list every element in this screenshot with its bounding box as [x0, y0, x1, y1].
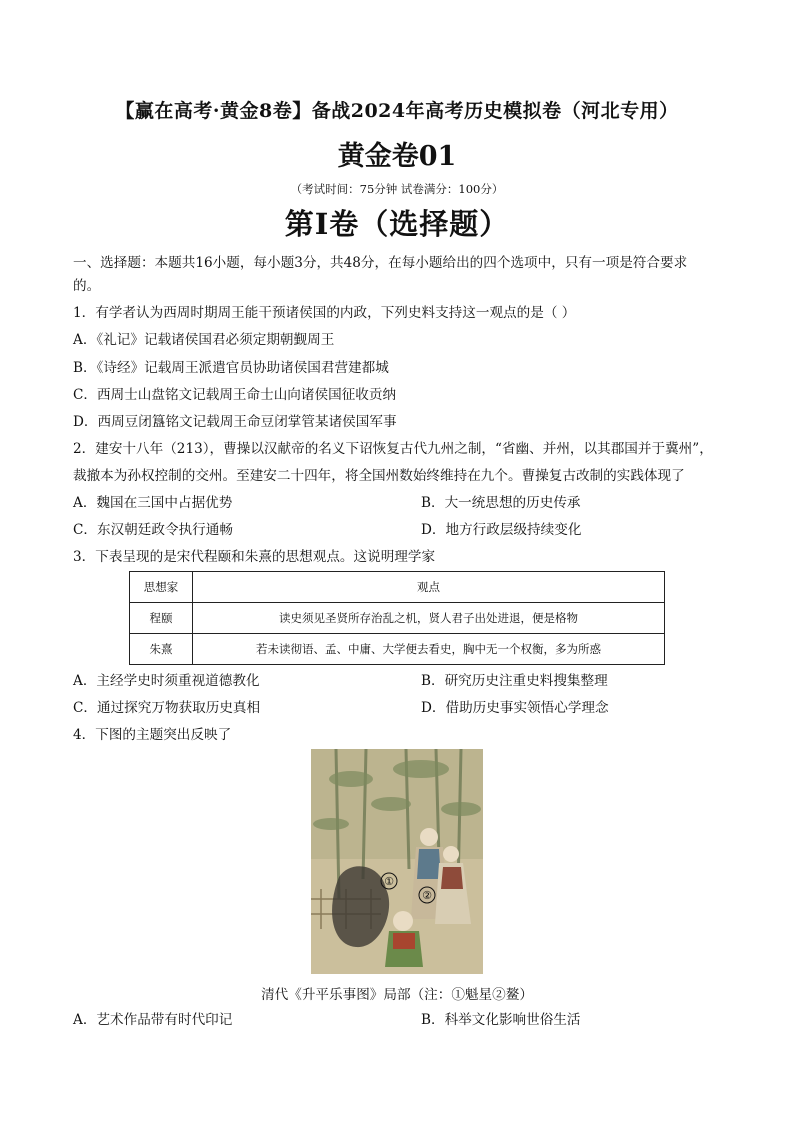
q1-option-c: C．西周士山盘铭文记载周王命士山向诸侯国征收贡纳: [73, 387, 397, 403]
q2-options-row-2: [73, 520, 733, 540]
q1-option-b: B．《诗经》记载周王派遣官员协助诸侯国君营建都城: [73, 360, 389, 376]
painting-image: [311, 749, 483, 974]
q1-option-d: D．西周豆闭簋铭文记载周王命豆闭掌管某诸侯国军事: [73, 414, 397, 430]
q1-stem: 1．有学者认为西周时期周王能干预诸侯国的内政，下列史料支持这一观点的是（ ）: [73, 305, 576, 321]
q4-option-b: B．科举文化影响世俗生活: [421, 1012, 581, 1028]
section-title: 第Ⅰ卷（选择题）: [284, 207, 510, 241]
table-cell-thinker: 程颐: [130, 603, 193, 634]
q3-option-d: D．借助历史事实领悟心学理念: [421, 700, 609, 716]
instructions-line-2: 的。: [73, 278, 101, 294]
q3-table: [129, 571, 665, 665]
q3-option-a: A．主经学史时须重视道德教化: [73, 673, 260, 689]
table-header-cell: 观点: [193, 572, 665, 603]
q2-stem-line-2: 裁撤本为孙权控制的交州。至建安二十四年，将全国州数始终维持在九个。曹操复古改制的实践体现了: [73, 468, 685, 484]
instructions-line-1: 一、选择题：本题共16小题，每小题3分，共48分，在每小题给出的四个选项中，只有一项是符合要求: [73, 255, 688, 271]
q1-option-a: A．《礼记》记载诸侯国君必须定期朝觐周王: [73, 332, 335, 348]
table-cell-thinker: 朱熹: [130, 634, 193, 665]
q3-option-c: C．通过探究万物获取历史真相: [73, 700, 261, 716]
q3-stem: 3．下表呈现的是宋代程颐和朱熹的思想观点。这说明理学家: [73, 549, 436, 565]
q2-option-a: A．魏国在三国中占据优势: [73, 495, 233, 511]
q4-option-a: A．艺术作品带有时代印记: [73, 1012, 233, 1028]
q2-option-b: B．大一统思想的历史传承: [421, 495, 581, 511]
table-cell-view: 若未读彻语、孟、中庸、大学便去看史，胸中无一个权衡，多为所惑: [193, 634, 665, 665]
q4-options-row-1: [73, 1010, 733, 1030]
table-row: [130, 603, 665, 634]
table-header-cell: 思想家: [130, 572, 193, 603]
table-cell-view: 读史须见圣贤所存治乱之机，贤人君子出处进退，便是格物: [193, 603, 665, 634]
q4-stem: 4．下图的主题突出反映了: [73, 727, 232, 743]
paper-title: 黄金卷01: [337, 141, 457, 172]
table-row: [130, 634, 665, 665]
marker-kuixing: ①: [384, 875, 394, 888]
painting-figure: [311, 749, 483, 974]
exam-meta: （考试时间：75分钟 试卷满分：100分）: [290, 182, 504, 196]
marker-ao: ②: [422, 889, 432, 902]
q3-option-b: B．研究历史注重史料搜集整理: [421, 673, 608, 689]
q3-options-row-2: [73, 698, 733, 718]
figure-caption: 清代《升平乐事图》局部（注：①魁星②鳌）: [261, 987, 533, 1003]
table-header-row: [130, 572, 665, 603]
q2-stem-line-1: 2．建安十八年（213），曹操以汉献帝的名义下诏恢复古代九州之制，“省幽、并州，以其郡国并于冀州”，: [73, 441, 713, 457]
exam-header: 【赢在高考·黄金8卷】备战2024年高考历史模拟卷（河北专用）: [115, 100, 679, 122]
q2-options-row-1: [73, 493, 733, 513]
q2-option-d: D．地方行政层级持续变化: [421, 522, 582, 538]
q2-option-c: C．东汉朝廷政令执行通畅: [73, 522, 233, 538]
q3-options-row-1: [73, 671, 733, 691]
